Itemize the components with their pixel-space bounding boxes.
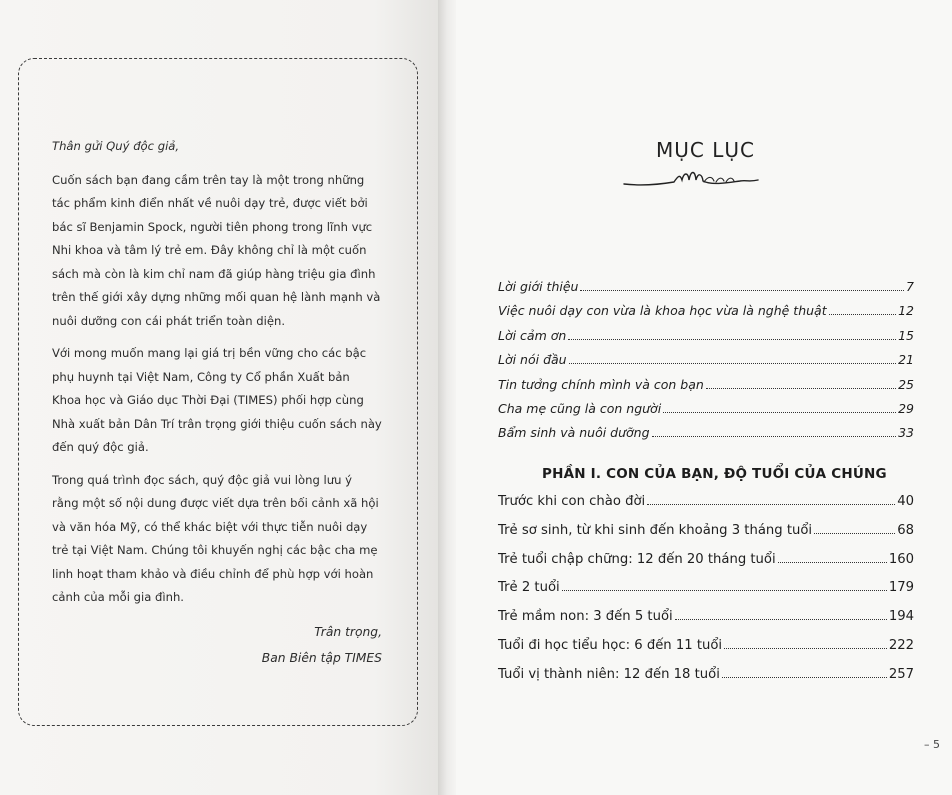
toc-entry-label: Lời giới thiệu (498, 279, 579, 294)
toc-entry-page: 12 (898, 303, 914, 319)
dot-leader (778, 561, 887, 563)
toc-entry-page: 257 (888, 666, 914, 682)
toc-entry-page: 222 (888, 637, 914, 653)
toc-entry[interactable] (498, 552, 914, 581)
toc-entry[interactable] (498, 401, 914, 425)
dot-leader (814, 532, 895, 534)
dot-leader (562, 589, 887, 591)
letter-greeting: Thân gửi Quý độc giả, (52, 139, 180, 153)
toc-entry-page: 194 (888, 609, 914, 625)
toc-entry-label: Tuổi vị thành niên: 12 đến 18 tuổi (498, 666, 720, 682)
letter-paragraph: Cuốn sách bạn đang cầm trên tay là một trong những tác phẩm kinh điển nhất về nuôi dạy trẻ, được viết bởi bác sĩ Benjamin Spock, người tiên phong trong lĩnh vực Nhi khoa và tâm lý trẻ em. Đây không chỉ là một cuốn sách mà còn là kim chỉ nam đã giúp hàng triệu gia đình trên thế giới xây dựng những mối quan hệ lành mạnh và nuôi dưỡng con cái phát triển toàn diện. (52, 172, 381, 328)
toc-entry[interactable] (498, 638, 914, 667)
letter-paragraph: Với mong muốn mang lại giá trị bền vững cho các bậc phụ huynh tại Việt Nam, Công ty Cổ phần Xuất bản Khoa học và Giáo dục Thời Đại (TIMES) phối hợp cùng Nhà xuất bản Dân Trí trân trọng giới thiệu cuốn sách này đến quý độc giả. (52, 346, 382, 454)
dot-leader (675, 618, 887, 620)
dot-leader (580, 289, 904, 291)
toc-entry-label: Bẩm sinh và nuôi dưỡng (498, 425, 650, 441)
toc-entry-page: 179 (888, 580, 914, 596)
toc-entry-label: Trẻ tuổi chập chững: 12 đến 20 tháng tuổi (498, 551, 776, 567)
toc-entry-page: 40 (897, 494, 914, 509)
toc-entry-page: 33 (898, 425, 914, 441)
dot-leader (829, 313, 896, 315)
toc-entry-label: Cha mẹ cũng là con người (498, 400, 662, 416)
toc-entry[interactable] (498, 494, 914, 523)
toc-entry-label: Trước khi con chào đời (498, 494, 646, 509)
dot-leader (647, 503, 895, 505)
toc-entry[interactable] (498, 425, 914, 449)
toc-entry-page: 160 (888, 551, 914, 567)
dot-leader (652, 435, 897, 437)
flourish-ornament-icon (622, 168, 760, 190)
book-spine (438, 0, 458, 795)
toc-entry-page: 7 (906, 279, 914, 294)
toc-entry-page: 15 (898, 327, 914, 343)
toc-entry-label: Lời cảm ơn (498, 327, 567, 343)
toc-entry-page: 29 (898, 400, 914, 416)
toc-title: MỤC LỤC (656, 138, 755, 162)
letter-closing: Trân trọng, (314, 624, 382, 639)
toc-entry[interactable] (498, 609, 914, 638)
page-number: – 5 (924, 738, 940, 751)
toc-entry-label: Việc nuôi dạy con vừa là khoa học vừa là nghệ thuật (498, 303, 827, 319)
dot-leader (706, 387, 896, 389)
toc-entry-label: Tin tưởng chính mình và con bạn (498, 376, 704, 392)
toc-entry[interactable] (498, 279, 914, 303)
dot-leader (663, 411, 896, 413)
dot-leader (724, 647, 887, 649)
dot-leader (569, 362, 897, 364)
toc-entry[interactable] (498, 328, 914, 352)
letter-paragraph: Trong quá trình đọc sách, quý độc giả vui lòng lưu ý rằng một số nội dung được viết dựa trên bối cảnh xã hội và văn hóa Mỹ, có thể khác biệt với thực tiễn nuôi dạy trẻ tại Việt Nam. Chúng tôi khuyến nghị các bậc cha mẹ linh hoạt tham khảo và điều chỉnh để phù hợp với hoàn cảnh của mỗi gia đình. (52, 472, 379, 604)
toc-entry-label: Trẻ 2 tuổi (498, 580, 560, 596)
toc-entry-page: 21 (898, 352, 914, 368)
toc-entry[interactable] (498, 580, 914, 609)
toc-entry-page: 25 (898, 376, 914, 392)
part-heading: PHẦN I. CON CỦA BẠN, ĐỘ TUỔI CỦA CHÚNG (542, 466, 887, 482)
editor-letter (52, 135, 382, 671)
toc-entry-label: Trẻ sơ sinh, từ khi sinh đến khoảng 3 tháng tuổi (498, 522, 813, 538)
toc-entry[interactable] (498, 523, 914, 552)
toc-part1 (498, 494, 914, 696)
dot-leader (722, 676, 887, 678)
toc-entry-label: Lời nói đầu (498, 352, 567, 368)
letter-signature: Ban Biên tập TIMES (261, 650, 382, 665)
toc-entry-page: 68 (897, 522, 914, 538)
toc-entry-label: Tuổi đi học tiểu học: 6 đến 11 tuổi (498, 637, 723, 653)
toc-entry-label: Trẻ mầm non: 3 đến 5 tuổi (498, 609, 673, 625)
toc-entry[interactable] (498, 303, 914, 327)
toc-entry[interactable] (498, 352, 914, 376)
toc-front-matter (498, 279, 914, 450)
toc-entry[interactable] (498, 667, 914, 696)
dot-leader (568, 338, 896, 340)
toc-entry[interactable] (498, 377, 914, 401)
